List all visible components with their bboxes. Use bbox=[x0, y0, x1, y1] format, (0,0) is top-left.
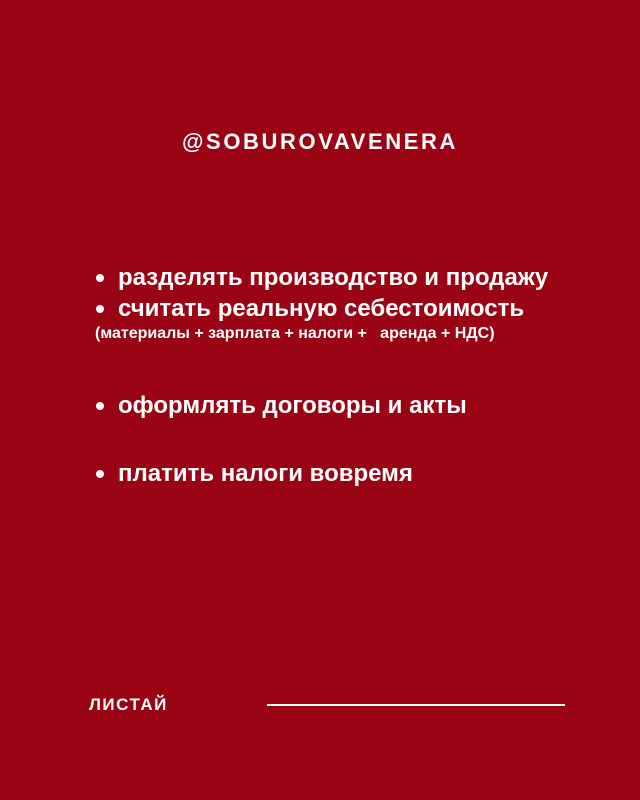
bullet-list bbox=[96, 262, 596, 520]
bullet-item-text: разделять производство и продажу bbox=[118, 264, 549, 291]
account-handle: @SOBUROVAVENERA bbox=[182, 129, 458, 154]
bullet-item-text: платить налоги вовремя bbox=[118, 460, 413, 487]
bullet-item bbox=[96, 293, 596, 344]
bullet-item-text: оформлять договоры и акты bbox=[118, 392, 467, 419]
swipe-label: ЛИСТАЙ bbox=[89, 695, 168, 714]
divider-line bbox=[267, 704, 565, 706]
bullet-item-text: считать реальную себестоимость bbox=[118, 295, 525, 322]
bullet-item bbox=[96, 390, 596, 421]
bullet-item bbox=[96, 458, 596, 489]
bullet-item bbox=[96, 262, 596, 293]
bullet-item-subtext: (материалы + зарплата + налоги + аренда + НДС) bbox=[95, 325, 495, 342]
